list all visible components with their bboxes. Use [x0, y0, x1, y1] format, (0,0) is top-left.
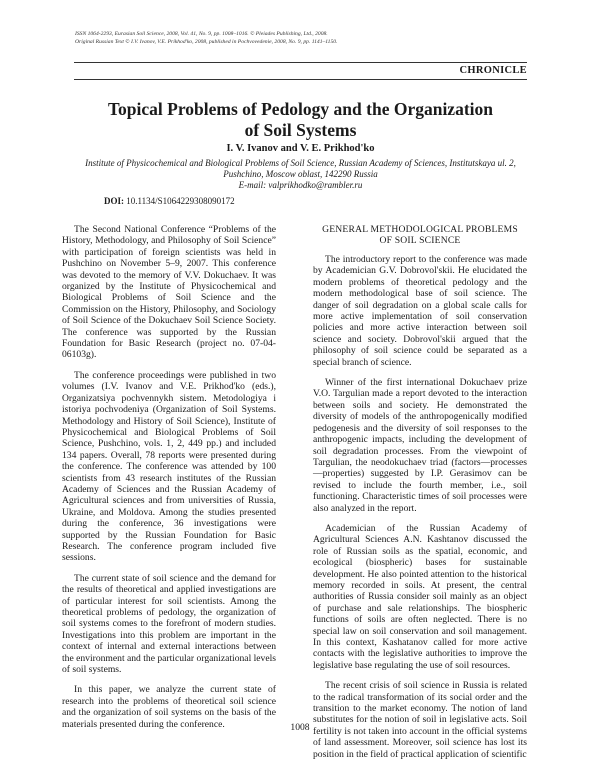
right-column	[313, 224, 527, 769]
paragraph: In this paper, we analyze the current state of research into the problems of theoretical soil science and the organization of soil systems on the basis of the materials presented during the conference.	[62, 684, 276, 730]
doi	[104, 196, 235, 206]
section-label: CHRONICLE	[74, 62, 527, 80]
title-line-2: of Soil Systems	[244, 120, 357, 140]
affiliation-line-1: Institute of Physicochemical and Biological Problems of Soil Science, Russian Academy of Sciences, Institutskaya ul. 2,	[85, 158, 516, 168]
doi-value: 10.1134/S1064229308090172	[126, 196, 235, 206]
paragraph: The Second National Conference “Problems of the History, Methodology, and Philosophy of Soil Science” with participation of foreign scientists was held in Pushchino on November 5–9, 2007. This conference was devoted to the memory of V.V. Dokuchaev. It was organized by the Institute of Physicochemical and Biological Problems of Soil Science and the Commission on the History, Philosophy, and Sociology of Soil Science of the Dokuchaev Soil Science Society. The conference was supported by the Russian Foundation for Basic Research (project no. 07-04-06103g).	[62, 224, 276, 361]
affiliation	[74, 158, 527, 192]
page-number: 1008	[290, 722, 310, 733]
left-column	[62, 224, 276, 739]
journal-header	[75, 30, 535, 46]
affiliation-line-2: Pushchino, Moscow oblast, 142290 Russia	[223, 169, 378, 180]
paragraph: The recent crisis of soil science in Russia is related to the radical transformation of its social order and the transition to the market economy. The notion of land substitutes for the notion of soil in legislative acts. Soil fertility is not taken into account in the official systems of land assessment. Moreover, soil science has lost its position in the field of practical application of scientific	[313, 680, 527, 760]
paragraph: Academician of the Russian Academy of Agricultural Sciences A.N. Kashtanov discussed the role of Russian soils as the spatial, economic, and ecological (biospheric) bases for sustainable development. He also pointed attention to the historical memory recorded in soils. At present, the central authorities of Russia consider soil mainly as an object of purchase and sale relationships. The biospheric functions of soils are often neglected. There is no special law on soil conservation and soil management. In this context, Kashatanov called for more active contacts with the legislative authorities to improve the legislative base regulating the use of soil resources.	[313, 522, 527, 671]
paragraph: Winner of the first international Dokuchaev prize V.O. Targulian made a report devoted to the interaction between soils and society. He demonstrated the diversity of models of the anthropogenically modified pedogenesis and the diversity of soil responses to the anthropogenic impacts, including the development of soil degradation processes. From the viewpoint of Targulian, the neodokuchaev triad (factors—processes—properties) suggested by I.P. Gerasimov can be revised to include the fourth member, i.e., soil functioning. Characteristic times of soil processes were also analyzed in the report.	[313, 377, 527, 514]
section-heading-line-2: OF SOIL SCIENCE	[379, 235, 461, 246]
article-title	[74, 99, 527, 141]
authors: I. V. Ivanov and V. E. Prikhod'ko	[226, 143, 375, 154]
section-heading-line-1: GENERAL METHODOLOGICAL PROBLEMS	[322, 224, 518, 235]
doi-label: DOI:	[104, 196, 124, 206]
paragraph: The introductory report to the conference was made by Academician G.V. Dobrovol'skii. He elucidated the modern problems of theoretical pedology and the modern methodological base of soil science. The danger of soil degradation on a global scale calls for more active implementation of soil conservation policies and more active interaction between soil science and society. Dobrovol'skii argued that the philosophy of soil science could be separated as a special branch of science.	[313, 254, 527, 368]
journal-citation-line: ISSN 1064-2293, Eurasian Soil Science, 2008, Vol. 41, No. 9, pp. 1008–1016. © Pleiades Publishing, Ltd., 2008.	[75, 31, 328, 37]
original-text-line: Original Russian Text © I.V. Ivanov, V.E. Prikhod'ko, 2008, published in Pochvovedenie, 2008, No. 9, pp. 1141–1150.	[75, 39, 338, 45]
section-heading	[313, 224, 527, 246]
title-line-1: Topical Problems of Pedology and the Organization	[107, 99, 494, 119]
affiliation-email: E-mail: valprikhodko@rambler.ru	[238, 180, 363, 191]
paragraph: The conference proceedings were published in two volumes (I.V. Ivanov and V.E. Prikhod'ko (eds.), Organizatsiya pochvennykh sistem. Metodologiya i istoriya pochvodeniya (Organization of Soil Systems. Methodology and History of Soil Science), Institute of Physicochemical and Biological Problems of Soil Science, Pushchino, vols. 1, 2, 449 pp.) and included 134 papers. Overall, 78 reports were presented during the conference. The conference was attended by 100 scientists from 43 research institutes of the Russian Academy of Sciences and the Russian Academy of Agricultural sciences and from universities of Russia, Ukraine, and Moldova. Among the studies presented during the conference, 36 investigations were supported by the Russian Foundation for Basic Research. The conference program included five sessions.	[62, 369, 276, 564]
paragraph: The current state of soil science and the demand for the results of theoretical and applied investigations are of particular interest for soil scientists. Among the theoretical problems of pedology, the organization of soil systems comes to the forefront of modern studies. Investigations into this problem are important in the context of internal and external interactions between the environment and the particular organizational levels of soil systems.	[62, 572, 277, 676]
